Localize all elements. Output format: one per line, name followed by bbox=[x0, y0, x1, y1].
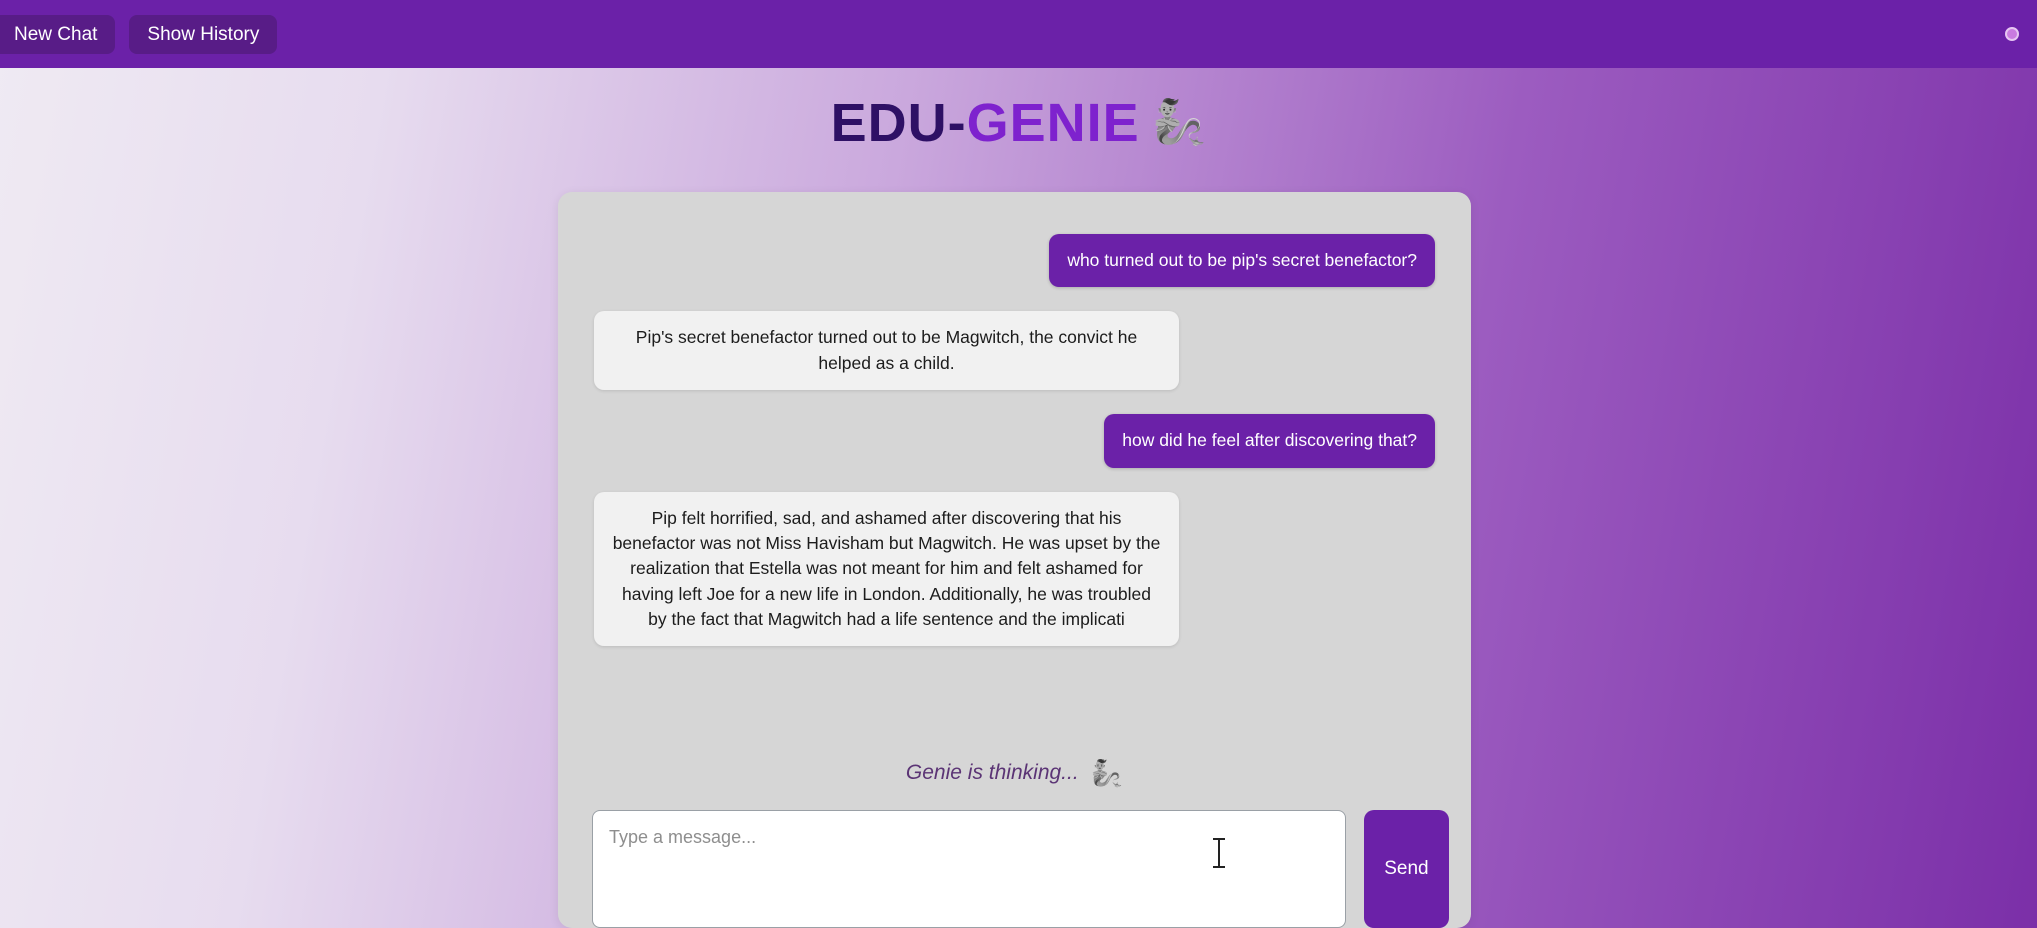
status-indicator bbox=[558, 760, 1471, 786]
message-row bbox=[594, 234, 1435, 287]
message-row bbox=[594, 311, 1435, 390]
app-title-text bbox=[831, 92, 1140, 154]
bot-message-bubble: Pip's secret benefactor turned out to be Magwitch, the convict he helped as a child. bbox=[594, 311, 1179, 390]
page-title bbox=[0, 92, 2037, 154]
new-chat-button[interactable]: New Chat bbox=[0, 15, 115, 54]
send-button[interactable]: Send bbox=[1364, 810, 1449, 928]
message-row bbox=[594, 492, 1435, 647]
genie-lamp-icon: 🧞 bbox=[1151, 98, 1207, 147]
composer bbox=[558, 798, 1471, 928]
genie-lamp-icon: 🧞 bbox=[1090, 758, 1124, 788]
chat-panel bbox=[558, 192, 1471, 928]
app-title-accent: GENIE bbox=[966, 93, 1140, 153]
message-row bbox=[594, 414, 1435, 467]
app-title-main: EDU- bbox=[830, 93, 967, 153]
user-message-bubble: who turned out to be pip's secret benefactor? bbox=[1049, 234, 1435, 287]
top-toolbar bbox=[0, 0, 2037, 68]
message-input[interactable] bbox=[592, 810, 1346, 928]
watermark-arabic-text: مستقل bbox=[949, 809, 1088, 862]
status-text: Genie is thinking... bbox=[905, 761, 1079, 784]
message-list bbox=[558, 192, 1471, 752]
show-history-button[interactable]: Show History bbox=[129, 15, 277, 54]
bot-message-bubble: Pip felt horrified, sad, and ashamed after discovering that his benefactor was not Miss Havisham but Magwitch. He was upset by the realization that Estella was not meant for him and felt ashamed for having left Joe for a new life in London. Additionally, he was troubled by the fact that Magwitch had a life sentence and the implicati bbox=[594, 492, 1179, 647]
user-message-bubble: how did he feel after discovering that? bbox=[1104, 414, 1435, 467]
toolbar-right-group bbox=[2005, 27, 2019, 41]
record-dot-icon[interactable] bbox=[2005, 27, 2019, 41]
watermark-latin-text: mostaql.com bbox=[916, 861, 1121, 899]
